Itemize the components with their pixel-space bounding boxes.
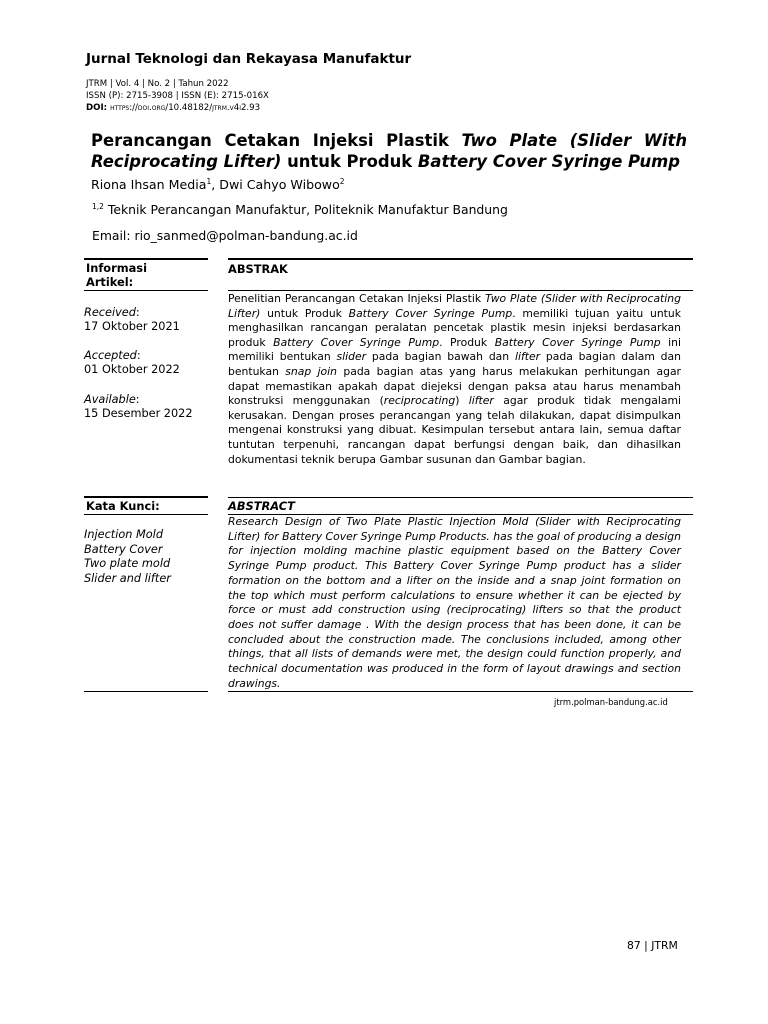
abstrak-seg: ) — [455, 394, 469, 408]
available-date: 15 Desember 2022 — [84, 407, 193, 420]
doi-label: DOI: — [86, 103, 111, 113]
abstrak-seg: pada bagian bawah dan — [366, 350, 515, 364]
available-label: Available — [84, 393, 136, 406]
authors — [91, 177, 345, 192]
available-colon: : — [135, 393, 140, 406]
abstrak-top-rule — [228, 258, 693, 260]
author-2: Dwi Cahyo Wibowo — [219, 177, 340, 192]
title-italic-2: Battery Cover Syringe Pump — [417, 152, 680, 171]
journal-site-url[interactable]: jtrm.polman-bandung.ac.id — [554, 697, 668, 707]
journal-doi-line — [86, 103, 260, 114]
author-1-sup: 1 — [206, 176, 212, 186]
abstrak-seg: pada bagian dalam dan bentukan — [228, 350, 681, 378]
abstrak-italic: reciprocating — [383, 394, 456, 408]
received-colon: : — [135, 306, 140, 319]
affiliation-sup: 1,2 — [92, 201, 104, 211]
received-date: 17 Oktober 2021 — [84, 320, 180, 333]
keywords-header-rule — [84, 514, 208, 515]
abstrak-italic: snap join — [285, 364, 338, 378]
abstrak-seg: ini memiliki bentukan — [228, 335, 682, 364]
journal-issn-line: ISSN (P): 2715-3908 | ISSN (E): 2715-016X — [86, 91, 269, 101]
doi-link[interactable]: https://doi.org/10.48182/jtrm.v4i2.93 — [110, 103, 261, 113]
affiliation — [92, 202, 508, 217]
keywords-list — [84, 528, 171, 586]
info-header: Informasi Artikel: — [86, 261, 147, 289]
abstrak-italic: lifter — [514, 350, 541, 364]
accepted-colon: : — [136, 349, 141, 362]
title-italic-1: Two Plate (Slider With Reciprocating Lifter) — [91, 131, 687, 171]
abstrak-header-rule — [228, 290, 693, 291]
abstrak-seg: agar produk tidak mengalami kerusakan. Dengan proses perancangan yang telah dilakukan, dapat disimpulkan mengenai konstruksi yang dibuat. Kesimpulan tersebut antara lain, semua daftar tuntutan terpenuhi, rancangan dapat berfungsi dengan baik, dan dihasilkan dokumentasi teknik berupa Gambar susunan dan Gambar bagian. — [228, 394, 681, 466]
page-number: 87 | JTRM — [627, 939, 678, 952]
title-text-2: untuk Produk — [281, 152, 418, 171]
abstrak-seg: . Produk — [439, 335, 495, 349]
abstract-top-rule — [228, 497, 693, 498]
journal-name: Jurnal Teknologi dan Rekayasa Manufaktur — [86, 51, 412, 67]
journal-issue-line: JTRM | Vol. 4 | No. 2 | Tahun 2022 — [86, 79, 229, 89]
abstrak-header: ABSTRAK — [228, 262, 288, 276]
author-2-sup: 2 — [339, 176, 345, 186]
accepted-block — [84, 349, 180, 377]
abstrak-italic: Battery Cover Syringe Pump — [348, 306, 513, 320]
keywords-header: Kata Kunci: — [86, 499, 160, 513]
article-title — [91, 130, 687, 172]
keywords-top-rule — [84, 496, 208, 498]
abstrak-italic: Two Plate (Slider with Reciprocating Lifter) — [228, 292, 681, 320]
accepted-label: Accepted — [84, 349, 137, 362]
abstract-header: ABSTRACT — [228, 499, 295, 513]
abstrak-italic: Battery Cover Syringe Pump — [273, 335, 440, 349]
email[interactable]: Email: rio_sanmed@polman-bandung.ac.id — [92, 228, 358, 243]
keyword-item: Two plate mold — [84, 557, 171, 570]
affiliation-text: Teknik Perancangan Manufaktur, Politeknik Manufaktur Bandung — [103, 202, 508, 217]
author-separator: , — [211, 177, 220, 192]
title-text-1: Perancangan Cetakan Injeksi Plastik — [91, 131, 462, 150]
keyword-item: Slider and lifter — [84, 571, 171, 585]
keyword-item: Battery Cover — [84, 542, 163, 556]
abstrak-seg: Penelitian Perancangan Cetakan Injeksi Plastik — [228, 292, 485, 305]
accepted-date: 01 Oktober 2022 — [84, 363, 180, 376]
info-top-rule — [84, 258, 208, 260]
abstrak-seg: pada bagian atas yang harus melakukan perhitungan agar dapat memastikan apakah dapat diejeksi dengan paksa atau harus menambah konstruksi menggunakan ( — [228, 364, 681, 408]
abstrak-text — [228, 292, 681, 467]
abstrak-italic: Battery Cover Syringe Pump — [494, 335, 661, 349]
abstract-text: Research Design of Two Plate Plastic Injection Mold (Slider with Reciprocating Lifter) for Battery Cover Syringe Pump Products. has the goal of producing a design for injection molding machine plastic equipment based on the Battery Cover Syringe Pump product. This Battery Cover Syringe Pump product has a slider formation on the bottom and a lifter on the inside and a snap joint formation on the top which must perform calculations to ensure whether it can be ejected by force or must add construction using (reciprocating) lifters so that the product does not suffer damage . With the design process that has been done, it can be concluded about the construction made. The conclusions included, among other things, that all lists of demands were met, the design could function properly, and technical documentation was produced in the form of layout drawings and section drawings. — [228, 515, 681, 690]
abstrak-italic: slider — [336, 350, 367, 364]
info-header-rule — [84, 290, 208, 291]
keywords-bottom-rule — [84, 691, 208, 692]
available-block — [84, 393, 193, 421]
keyword-item: Injection Mold — [84, 528, 163, 541]
abstrak-seg: untuk Produk — [260, 306, 349, 320]
received-block — [84, 306, 180, 334]
abstrak-italic: lifter — [468, 394, 494, 408]
abstrak-seg: . memiliki tujuan yaitu untuk menghasilkan rancangan peralatan pencetak plastik mesin injeksi berdasarkan produk — [228, 306, 681, 349]
author-1: Riona Ihsan Media — [91, 177, 207, 192]
received-label: Received — [84, 306, 136, 319]
